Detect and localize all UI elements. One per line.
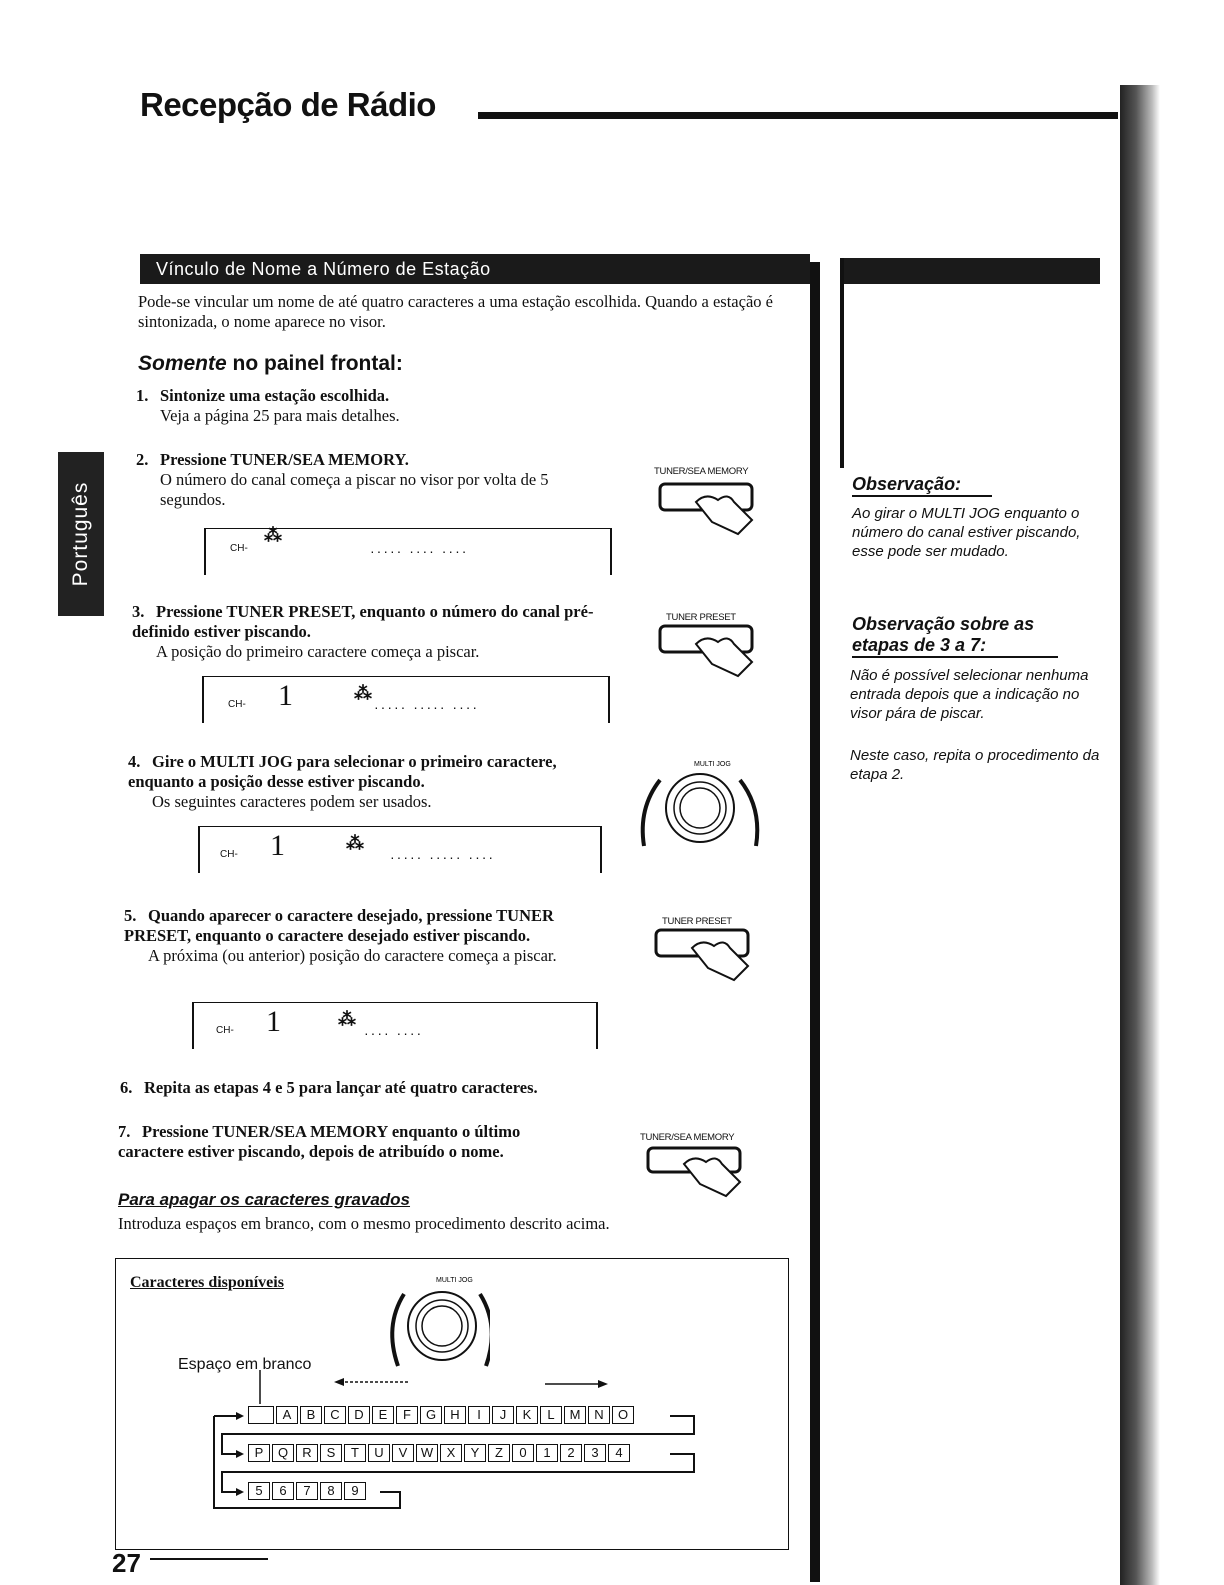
char-cell: F	[396, 1406, 418, 1424]
title-rule	[478, 112, 1118, 119]
char-cell: 9	[344, 1482, 366, 1500]
step-detail: Veja a página 25 para mais detalhes.	[160, 406, 400, 425]
step-7	[118, 1122, 588, 1162]
step-3	[132, 602, 602, 662]
display-digit: 1	[266, 1005, 281, 1038]
page-number-rule	[150, 1558, 268, 1560]
blink-indicator: ⁂	[354, 683, 372, 703]
blink-indicator: ⁂	[346, 833, 364, 853]
step-number: 7.	[118, 1122, 131, 1141]
step-instruction: Sintonize uma estação escolhida.	[160, 386, 390, 405]
memory-button-label: TUNER/SEA MEMORY	[640, 1132, 735, 1143]
char-cell: E	[372, 1406, 394, 1424]
step-detail: A próxima (ou anterior) posição do caractere começa a piscar.	[148, 946, 557, 965]
step-instruction: Repita as etapas 4 e 5 para lançar até quatro caracteres.	[144, 1078, 538, 1097]
right-column-rule	[840, 258, 844, 468]
display-ch-label: CH-	[216, 1025, 234, 1036]
char-cell: U	[368, 1444, 390, 1462]
display-digit: 1	[270, 829, 285, 862]
display-ch-label: CH-	[228, 699, 246, 710]
char-cell: N	[588, 1406, 610, 1424]
step-instruction: Quando aparecer o caractere desejado, pressione TUNER PRESET, enquanto o caractere desejado estiver piscando.	[124, 906, 554, 945]
blank-space-label: Espaço em branco	[178, 1356, 312, 1373]
char-cell: Z	[488, 1444, 510, 1462]
char-cell: Y	[464, 1444, 486, 1462]
step-number: 3.	[132, 602, 145, 621]
char-cell: 0	[512, 1444, 534, 1462]
step-number: 6.	[120, 1078, 133, 1097]
page-title: Recepção de Rádio	[140, 86, 436, 123]
right-column-bar	[840, 258, 1100, 284]
characters-title: Caracteres disponíveis	[130, 1274, 284, 1291]
char-cell: 6	[272, 1482, 294, 1500]
step-instruction: Pressione TUNER/SEA MEMORY.	[160, 450, 409, 469]
multi-jog-dial	[630, 756, 770, 856]
char-cell: Q	[272, 1444, 294, 1462]
hand-press-icon	[656, 622, 760, 682]
erase-text: Introduza espaços em branco, com o mesmo procedimento descrito acima.	[118, 1214, 610, 1233]
char-cell: S	[320, 1444, 342, 1462]
char-cell: R	[296, 1444, 318, 1462]
erase-heading: Para apagar os caracteres gravados	[118, 1190, 411, 1209]
jog-label: MULTI JOG	[694, 761, 731, 768]
step-instruction: Pressione TUNER/SEA MEMORY enquanto o último caractere estiver piscando, depois de atribuído o nome.	[118, 1122, 521, 1161]
char-cell: I	[468, 1406, 490, 1424]
display-dots: ···· ····	[364, 1025, 424, 1041]
step-1	[136, 386, 656, 426]
display-panel	[198, 826, 602, 873]
step-instruction: Gire o MULTI JOG para selecionar o primeiro caractere, enquanto a posição desse estiver piscando.	[128, 752, 557, 791]
step-number: 4.	[128, 752, 141, 771]
section-heading: Vínculo de Nome a Número de Estação	[140, 254, 810, 284]
char-cell	[248, 1406, 274, 1424]
step-instruction: Pressione TUNER PRESET, enquanto o número do canal pré-definido estiver piscando.	[132, 602, 594, 641]
display-digit: 1	[278, 679, 293, 712]
display-panel	[204, 525, 612, 575]
char-cell: W	[416, 1444, 438, 1462]
display-dots: ····· ····· ····	[390, 849, 496, 865]
step-6	[120, 1078, 640, 1098]
jog-label: MULTI JOG	[436, 1277, 473, 1284]
blink-indicator: ⁂	[338, 1009, 356, 1029]
char-cell: 1	[536, 1444, 558, 1462]
preset-button-label: TUNER PRESET	[662, 916, 732, 927]
note-title: Observação:	[852, 474, 992, 497]
char-row-2	[248, 1444, 632, 1462]
char-cell: K	[516, 1406, 538, 1424]
step-4	[128, 752, 608, 812]
step-number: 2.	[136, 450, 149, 469]
step-detail: O número do canal começa a piscar no visor por volta de 5 segundos.	[160, 470, 549, 509]
page-number: 27	[112, 1548, 141, 1578]
char-cell: B	[300, 1406, 322, 1424]
char-cell: P	[248, 1444, 270, 1462]
note-text: Ao girar o MULTI JOG enquanto o número do canal estiver piscando, esse pode ser mudado.	[852, 505, 1081, 560]
char-cell: 2	[560, 1444, 582, 1462]
step-2	[136, 450, 586, 510]
column-divider	[810, 262, 820, 1582]
char-cell: M	[564, 1406, 586, 1424]
char-cell: O	[612, 1406, 634, 1424]
char-cell: J	[492, 1406, 514, 1424]
display-ch-label: CH-	[220, 849, 238, 860]
hand-press-icon	[656, 478, 760, 538]
step-detail: Os seguintes caracteres podem ser usados.	[152, 792, 432, 811]
display-panel	[192, 1002, 598, 1049]
char-cell: 7	[296, 1482, 318, 1500]
char-cell: G	[420, 1406, 442, 1424]
multi-jog-dial	[380, 1270, 490, 1380]
note-text: Neste caso, repita o procedimento da etapa 2.	[850, 747, 1100, 783]
hand-press-icon	[644, 1144, 748, 1204]
hand-press-icon	[652, 926, 756, 986]
intro-paragraph: Pode-se vincular um nome de até quatro caracteres a uma estação escolhida. Quando a estação é sintonizada, o nome aparece no visor.	[138, 292, 773, 331]
preset-button-label: TUNER PRESET	[666, 612, 736, 623]
step-number: 1.	[136, 386, 149, 405]
char-cell: H	[444, 1406, 466, 1424]
char-cell: A	[276, 1406, 298, 1424]
step-detail: A posição do primeiro caractere começa a piscar.	[156, 642, 480, 661]
char-cell: X	[440, 1444, 462, 1462]
char-cell: T	[344, 1444, 366, 1462]
language-tab	[58, 452, 104, 616]
blink-indicator: ⁂	[264, 525, 282, 545]
char-cell: 4	[608, 1444, 630, 1462]
memory-button-label: TUNER/SEA MEMORY	[654, 466, 749, 477]
subheading	[138, 352, 403, 376]
page-edge-shadow	[1120, 85, 1160, 1585]
note-text: Não é possível selecionar nenhuma entrada depois que a indicação no visor pára de piscar.	[850, 667, 1089, 722]
char-cell: L	[540, 1406, 562, 1424]
step-5	[124, 906, 604, 966]
char-cell: 8	[320, 1482, 342, 1500]
display-dots: ····· ···· ····	[370, 543, 469, 559]
step-number: 5.	[124, 906, 137, 925]
display-panel	[202, 676, 610, 723]
char-row-1	[248, 1406, 636, 1424]
note-title: Observação sobre as etapas de 3 a 7:	[852, 614, 1058, 658]
char-row-3	[248, 1482, 368, 1500]
char-cell: C	[324, 1406, 346, 1424]
language-tab-label: Português	[69, 481, 92, 587]
subheading-italic: Somente	[138, 352, 227, 375]
subheading-rest: no painel frontal:	[232, 352, 403, 375]
display-ch-label: CH-	[230, 543, 248, 554]
char-cell: D	[348, 1406, 370, 1424]
display-dots: ····· ····· ····	[374, 699, 480, 715]
char-cell: 3	[584, 1444, 606, 1462]
char-cell: 5	[248, 1482, 270, 1500]
char-cell: V	[392, 1444, 414, 1462]
